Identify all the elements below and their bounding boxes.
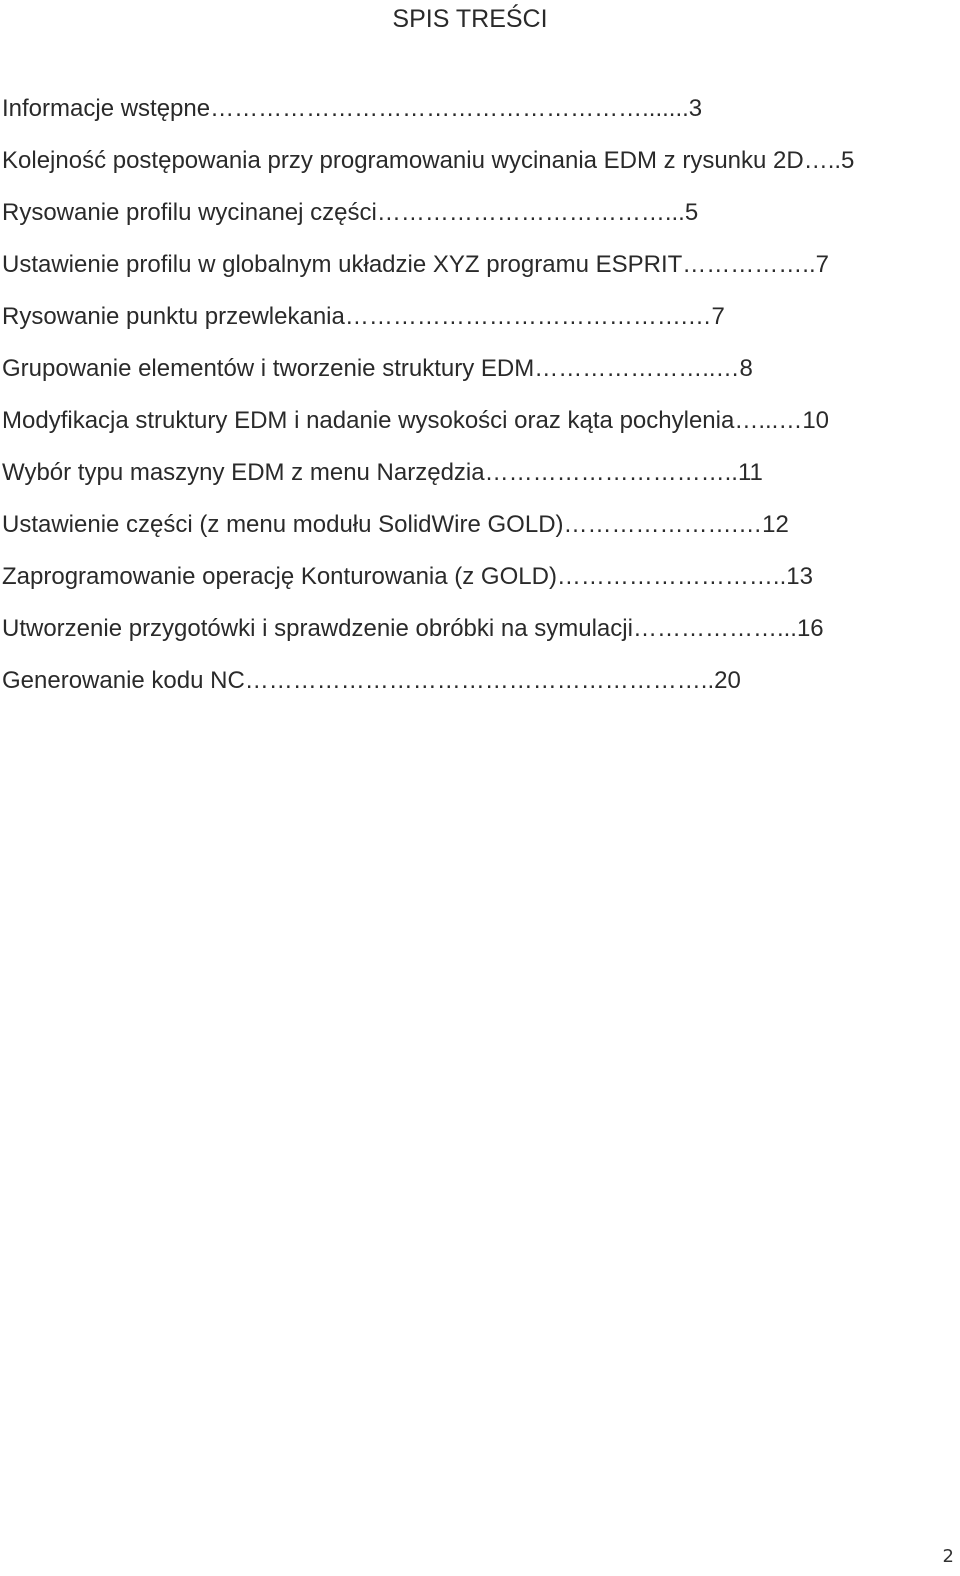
table-of-contents — [2, 91, 934, 715]
toc-entry: Generowanie kodu NC…………………………………………………..20 — [2, 667, 741, 694]
toc-entry: Wybór typu maszyny EDM z menu Narzędzia…………………………..11 — [2, 459, 763, 486]
toc-entry: Rysowanie punktu przewlekania…………………………………….…7 — [2, 303, 725, 330]
toc-entry: Informacje wstępne……………………………………………….......3 — [2, 95, 703, 122]
page-number: 2 — [942, 1546, 954, 1567]
toc-entry: Grupowanie elementów i tworzenie struktury EDM…………………..…8 — [2, 355, 753, 382]
toc-entry: Utworzenie przygotówki i sprawdzenie obróbki na symulacji………………...16 — [2, 615, 824, 642]
toc-entry: Rysowanie profilu wycinanej części………………………………...5 — [2, 199, 699, 226]
toc-entry: Ustawienie profilu w globalnym układzie XYZ programu ESPRIT……………..7 — [2, 251, 829, 278]
toc-entry: Kolejność postępowania przy programowaniu wycinania EDM z rysunku 2D…..5 — [2, 147, 855, 174]
toc-entry: Zaprogramowanie operację Konturowania (z GOLD)………………………..13 — [2, 563, 813, 590]
toc-entry: Ustawienie części (z menu modułu SolidWire GOLD)………………….…12 — [2, 511, 789, 538]
toc-entry: Modyfikacja struktury EDM i nadanie wysokości oraz kąta pochylenia…...…10 — [2, 407, 830, 434]
page-title: SPIS TREŚCI — [392, 5, 548, 33]
